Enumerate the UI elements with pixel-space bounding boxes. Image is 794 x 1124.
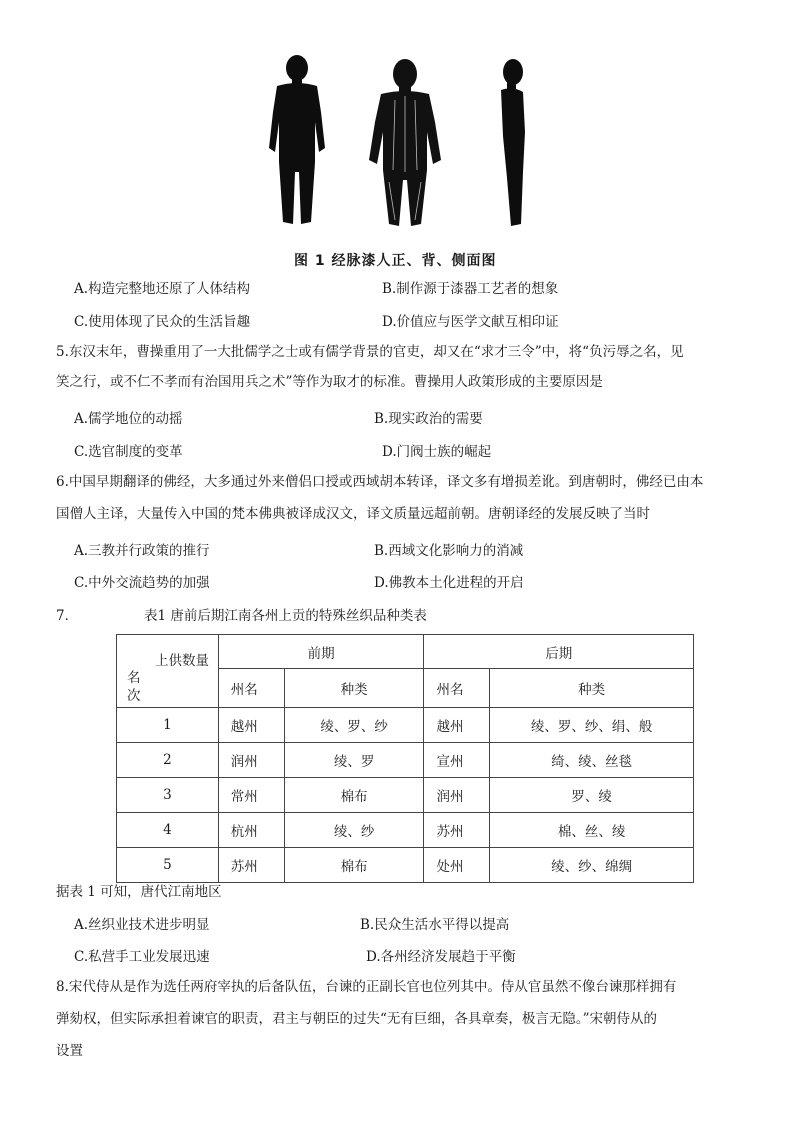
early-state-cell: 越州 (218, 708, 284, 743)
early-state-cell: 苏州 (218, 848, 284, 883)
q8-stem-line2: 弹劾权，但实际承担着谏官的职责，君主与朝臣的过失“无有巨细，各具章奏，极言无隐。”宋朝侍从的 (56, 1011, 658, 1027)
figure-caption: 图 1 经脉漆人正、背、侧面图 (294, 253, 497, 269)
early-kind-cell: 棉布 (284, 778, 424, 813)
table-title: 表1 唐前后期江南各州上贡的特殊丝织品种类表 (144, 608, 427, 624)
back-view-figure (369, 59, 441, 226)
late-kind-cell: 绫、纱、绵绸 (490, 848, 694, 883)
header-late-period: 后期 (424, 635, 694, 669)
rank-cell: 1 (117, 708, 219, 743)
q4-option-a: A.构造完整地还原了人体结构 (74, 281, 251, 297)
q4-option-d: D.价值应与医学文献互相印证 (382, 314, 559, 330)
q7-option-b: B.民众生活水平得以提高 (360, 917, 510, 933)
early-state-cell: 润州 (218, 743, 284, 778)
header-early-state: 州名 (218, 669, 284, 708)
q6-option-a: A.三教并行政策的推行 (74, 543, 210, 559)
q6-option-c: C.中外交流趋势的加强 (74, 575, 210, 591)
rank-cell: 3 (117, 778, 219, 813)
front-view-figure (269, 55, 325, 224)
late-state-cell: 越州 (424, 708, 490, 743)
q6-option-b: B.西域文化影响力的消减 (374, 543, 524, 559)
early-kind-cell: 绫、纱 (284, 813, 424, 848)
early-kind-cell: 绫、罗、纱 (284, 708, 424, 743)
table-row (117, 778, 694, 813)
late-state-cell: 苏州 (424, 813, 490, 848)
rank-cell: 4 (117, 813, 219, 848)
q8-stem-line3: 设置 (56, 1043, 83, 1059)
lacquer-figure-image (255, 52, 545, 230)
header-early-period: 前期 (218, 635, 424, 669)
table-row (117, 743, 694, 778)
table-row (117, 813, 694, 848)
diagonal-header-cell (117, 635, 219, 708)
late-kind-cell: 棉、丝、绫 (490, 813, 694, 848)
q4-option-b: B.制作源于漆器工艺者的想象 (382, 281, 559, 297)
q6-option-d: D.佛教本土化进程的开启 (374, 575, 524, 591)
table-row (117, 708, 694, 743)
q5-stem-line2: 笑之行，或不仁不孝而有治国用兵之术”等作为取才的标准。曹操用人政策形成的主要原因是 (56, 374, 603, 390)
silk-tribute-table (116, 634, 694, 883)
q6-stem-line1: 6.中国早期翻译的佛经，大多通过外来僧侣口授或西域胡本转译，译文多有增损差讹。到唐朝时，佛经已由本 (56, 474, 704, 490)
late-state-cell: 宣州 (424, 743, 490, 778)
late-kind-cell: 罗、绫 (490, 778, 694, 813)
rank-cell: 5 (117, 848, 219, 883)
header-early-kind: 种类 (284, 669, 424, 708)
q5-option-d: D.门阀士族的崛起 (382, 444, 492, 460)
q7-option-a: A.丝织业技术进步明显 (74, 917, 210, 933)
early-kind-cell: 绫、罗 (284, 743, 424, 778)
late-state-cell: 润州 (424, 778, 490, 813)
side-view-figure (501, 59, 525, 226)
early-state-cell: 常州 (218, 778, 284, 813)
q7-option-c: C.私营手工业发展迅速 (74, 949, 210, 965)
q8-stem-line1: 8.宋代侍从是作为选任两府宰执的后备队伍，台谏的正副长官也位列其中。侍从官虽然不像台谏那样拥有 (56, 979, 677, 995)
late-state-cell: 处州 (424, 848, 490, 883)
q7-option-d: D.各州经济发展趋于平衡 (366, 949, 516, 965)
q5-option-b: B.现实政治的需要 (374, 411, 483, 427)
table-row (117, 848, 694, 883)
q5-stem-line1: 5.东汉末年，曹操重用了一大批儒学之士或有儒学背景的官吏，却又在“求才三令”中，将“负污辱之名，见 (56, 344, 684, 360)
q7-number: 7． (56, 608, 79, 624)
header-supply-quantity: 上供数量 (155, 653, 209, 669)
q6-stem-line2: 国僧人主译，大量传入中国的梵本佛典被译成汉文，译文质量远超前朝。唐朝译经的发展反映了当时 (56, 506, 650, 522)
early-state-cell: 杭州 (218, 813, 284, 848)
header-late-kind: 种类 (490, 669, 694, 708)
early-kind-cell: 棉布 (284, 848, 424, 883)
rank-cell: 2 (117, 743, 219, 778)
late-kind-cell: 绮、绫、丝毯 (490, 743, 694, 778)
header-late-state: 州名 (424, 669, 490, 708)
q7-stem: 据表 1 可知，唐代江南地区 (56, 884, 222, 900)
header-rank: 名 次 (127, 670, 141, 704)
q5-option-a: A.儒学地位的动摇 (74, 411, 183, 427)
q4-option-c: C.使用体现了民众的生活旨趣 (74, 314, 251, 330)
q5-option-c: C.选官制度的变革 (74, 444, 183, 460)
late-kind-cell: 绫、罗、纱、绢、般 (490, 708, 694, 743)
